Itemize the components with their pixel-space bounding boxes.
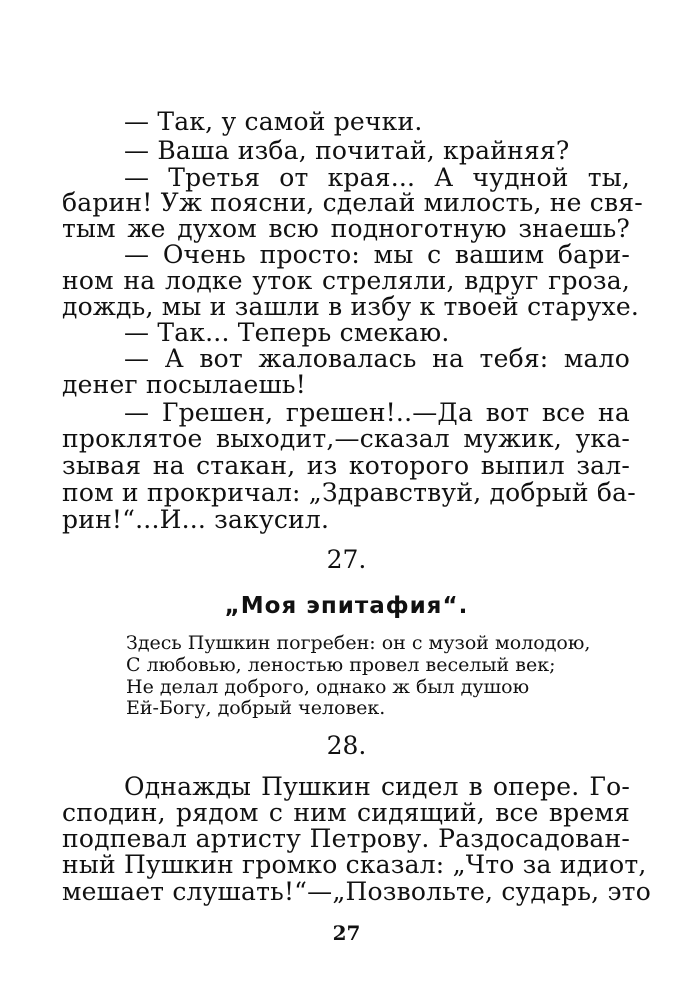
paragraph-line: сподин, рядом с ним сидящий, все время (62, 798, 630, 827)
verse-line: Здесь Пушкин погребен: он с музой молодою, (126, 632, 591, 654)
dialogue-line: пом и прокричал: „Здравствуй, добрый ба- (62, 478, 636, 507)
paragraph-line: Однажды Пушкин сидел в опере. Го- (124, 772, 630, 801)
dialogue-line: — Грешен, грешен!..—Да вот все на (124, 398, 630, 427)
dialogue-line: барин! Уж поясни, сделай милость, не свя- (62, 188, 643, 217)
dialogue-line: — Так... Теперь смекаю. (124, 318, 450, 347)
verse-line: Ей-Богу, добрый человек. (126, 697, 386, 719)
paragraph-line: ный Пушкин громко сказал: „Что за идиот, (62, 850, 647, 879)
dialogue-line: — А вот жаловалась на тебя: мало (124, 344, 630, 373)
dialogue-line: ном на лодке уток стреляли, вдруг гроза, (62, 266, 630, 295)
dialogue-line: зывая на стакан, из которого выпил зал- (62, 451, 630, 480)
section-27-number: 27. (326, 545, 367, 574)
dialogue-line: — Так, у самой речки. (124, 107, 423, 136)
dialogue-line: проклятое выходит,—сказал мужик, ука- (62, 424, 630, 453)
section-28-number: 28. (326, 731, 367, 760)
page-number: 27 (332, 921, 361, 945)
dialogue-line: денег посылаешь! (62, 370, 306, 399)
dialogue-line: — Третья от края... А чудной ты, (124, 163, 630, 192)
dialogue-line: рин!“...И... закусил. (62, 505, 330, 534)
paragraph-line: подпевал артисту Петрову. Раздосадован- (62, 824, 630, 853)
section-27-title: „Моя эпитафия“. (224, 593, 469, 619)
dialogue-line: дождь, мы и зашли в избу к твоей старухе. (62, 292, 639, 321)
dialogue-line: тым же духом всю подноготную знаешь? (62, 214, 630, 243)
dialogue-line: — Ваша изба, почитай, крайняя? (124, 136, 570, 165)
paragraph-line: мешает слушать!“—„Позвольте, сударь, это (62, 877, 651, 906)
verse-line: С любовью, леностью провел веселый век; (126, 654, 556, 676)
verse-line: Не делал доброго, однако ж был душою (126, 676, 530, 698)
dialogue-line: — Очень просто: мы с вашим бари- (124, 240, 630, 269)
